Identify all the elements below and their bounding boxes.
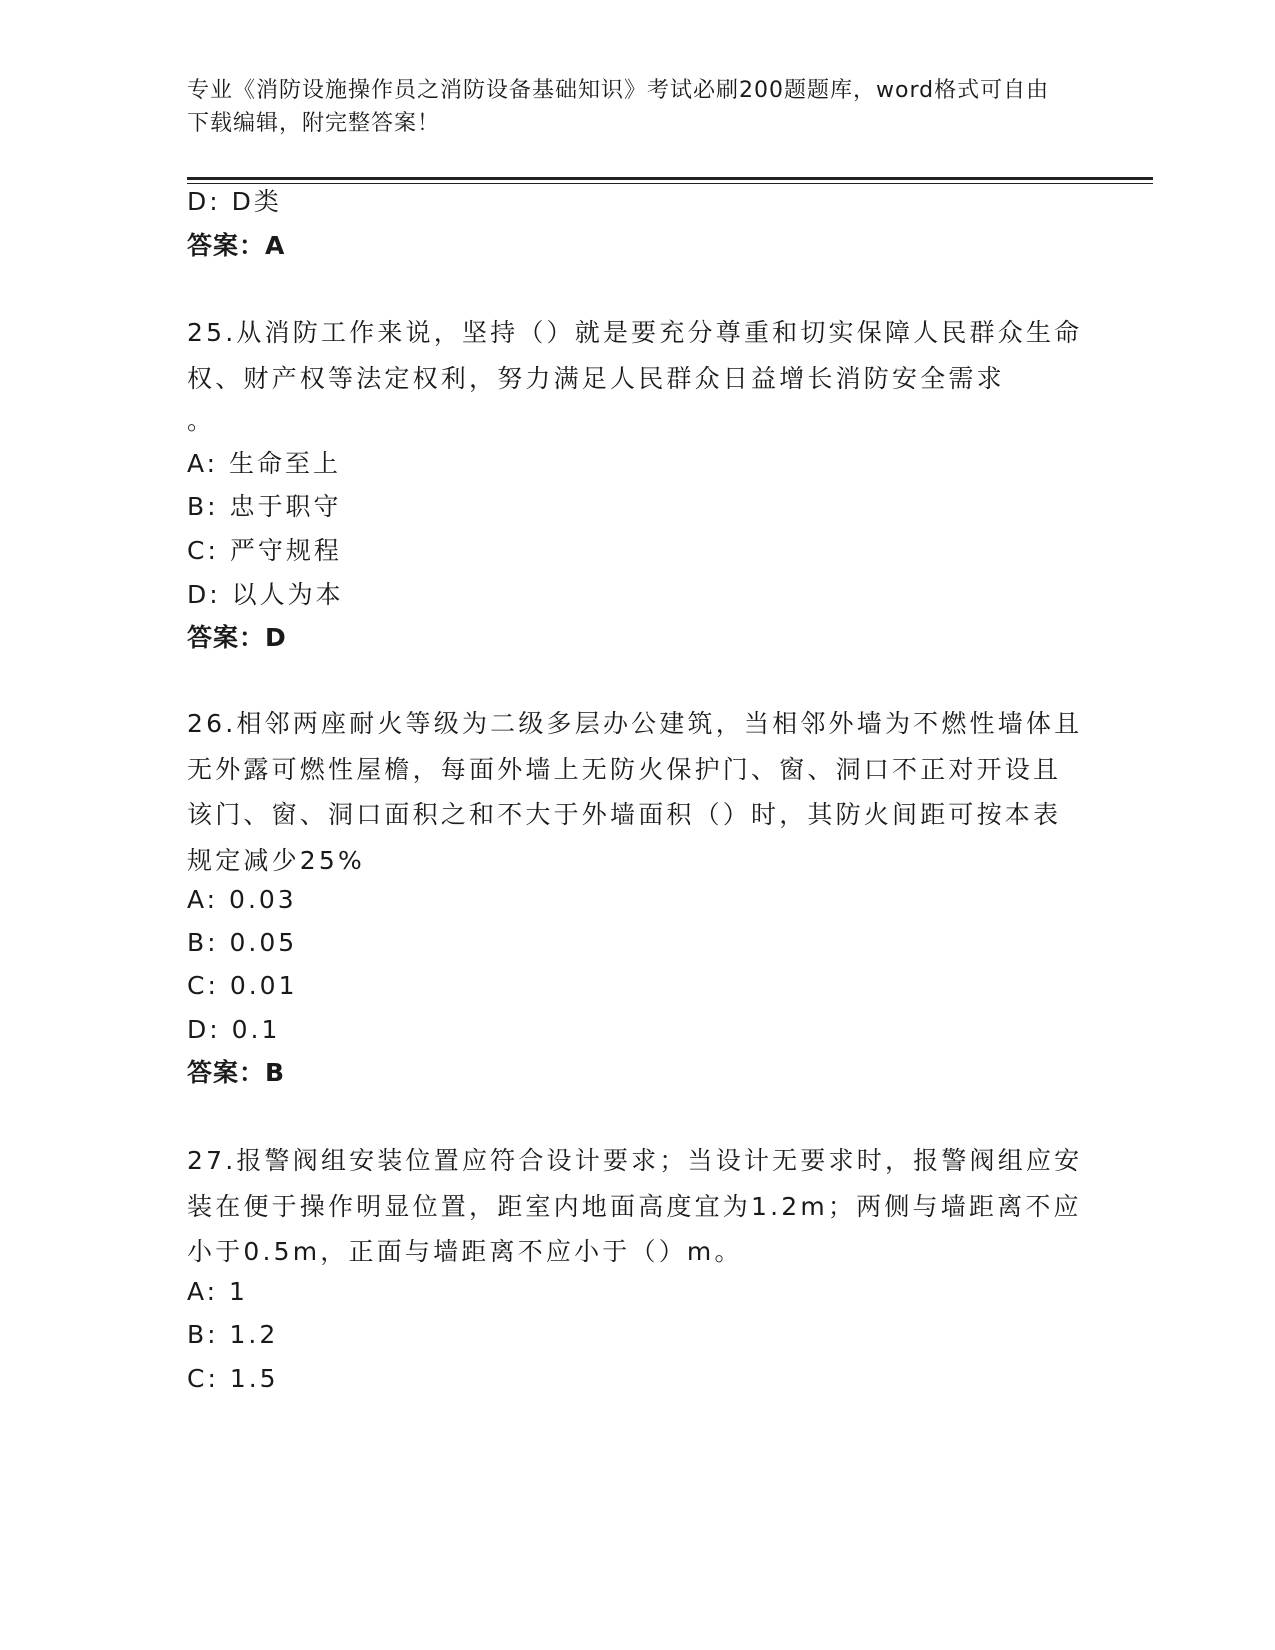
prev-option-d: D: D类	[187, 187, 282, 216]
q26-answer: 答案：B	[187, 1058, 286, 1087]
header-divider-thin	[187, 183, 1153, 184]
q26-option-b: B: 0.05	[187, 928, 298, 957]
q27-option-a: A: 1	[187, 1277, 248, 1306]
document-header: 专业《消防设施操作员之消防设备基础知识》考试必刷200题题库，word格式可自由下载编辑，附完整答案！	[187, 78, 1050, 136]
q26-option-d: D: 0.1	[187, 1015, 281, 1044]
prev-answer: 答案：A	[187, 231, 286, 260]
q25-text: 25.从消防工作来说，坚持（）就是要充分尊重和切实保障人民群众生命权、财产权等法定权利，努力满足人民群众日益增长消防安全需求	[187, 318, 1083, 393]
q25-option-c: C: 严守规程	[187, 536, 342, 565]
q27-text: 27.报警阀组安装位置应符合设计要求；当设计无要求时，报警阀组应安装在便于操作明显位置，距室内地面高度宜为1.2m；两侧与墙距离不应小于0.5m，正面与墙距离不应小于（）m。	[187, 1146, 1083, 1266]
q27-option-b: B: 1.2	[187, 1320, 279, 1349]
q26-option-c: C: 0.01	[187, 971, 298, 1000]
q25-option-a: A: 生命至上	[187, 449, 342, 478]
header-divider-thick	[187, 177, 1153, 180]
q25-text-tail: 。	[187, 406, 216, 435]
q25-answer: 答案：D	[187, 623, 287, 652]
q25-option-d: D: 以人为本	[187, 580, 344, 609]
q25-option-b: B: 忠于职守	[187, 492, 342, 521]
q26-option-a: A: 0.03	[187, 885, 297, 914]
q27-option-c: C: 1.5	[187, 1364, 279, 1393]
q26-text: 26.相邻两座耐火等级为二级多层办公建筑，当相邻外墙为不燃性墙体且无外露可燃性屋檐，每面外墙上无防火保护门、窗、洞口不正对开设且该门、窗、洞口面积之和不大于外墙面积（）时，其防火间距可按本表规定减少25%	[187, 709, 1083, 875]
